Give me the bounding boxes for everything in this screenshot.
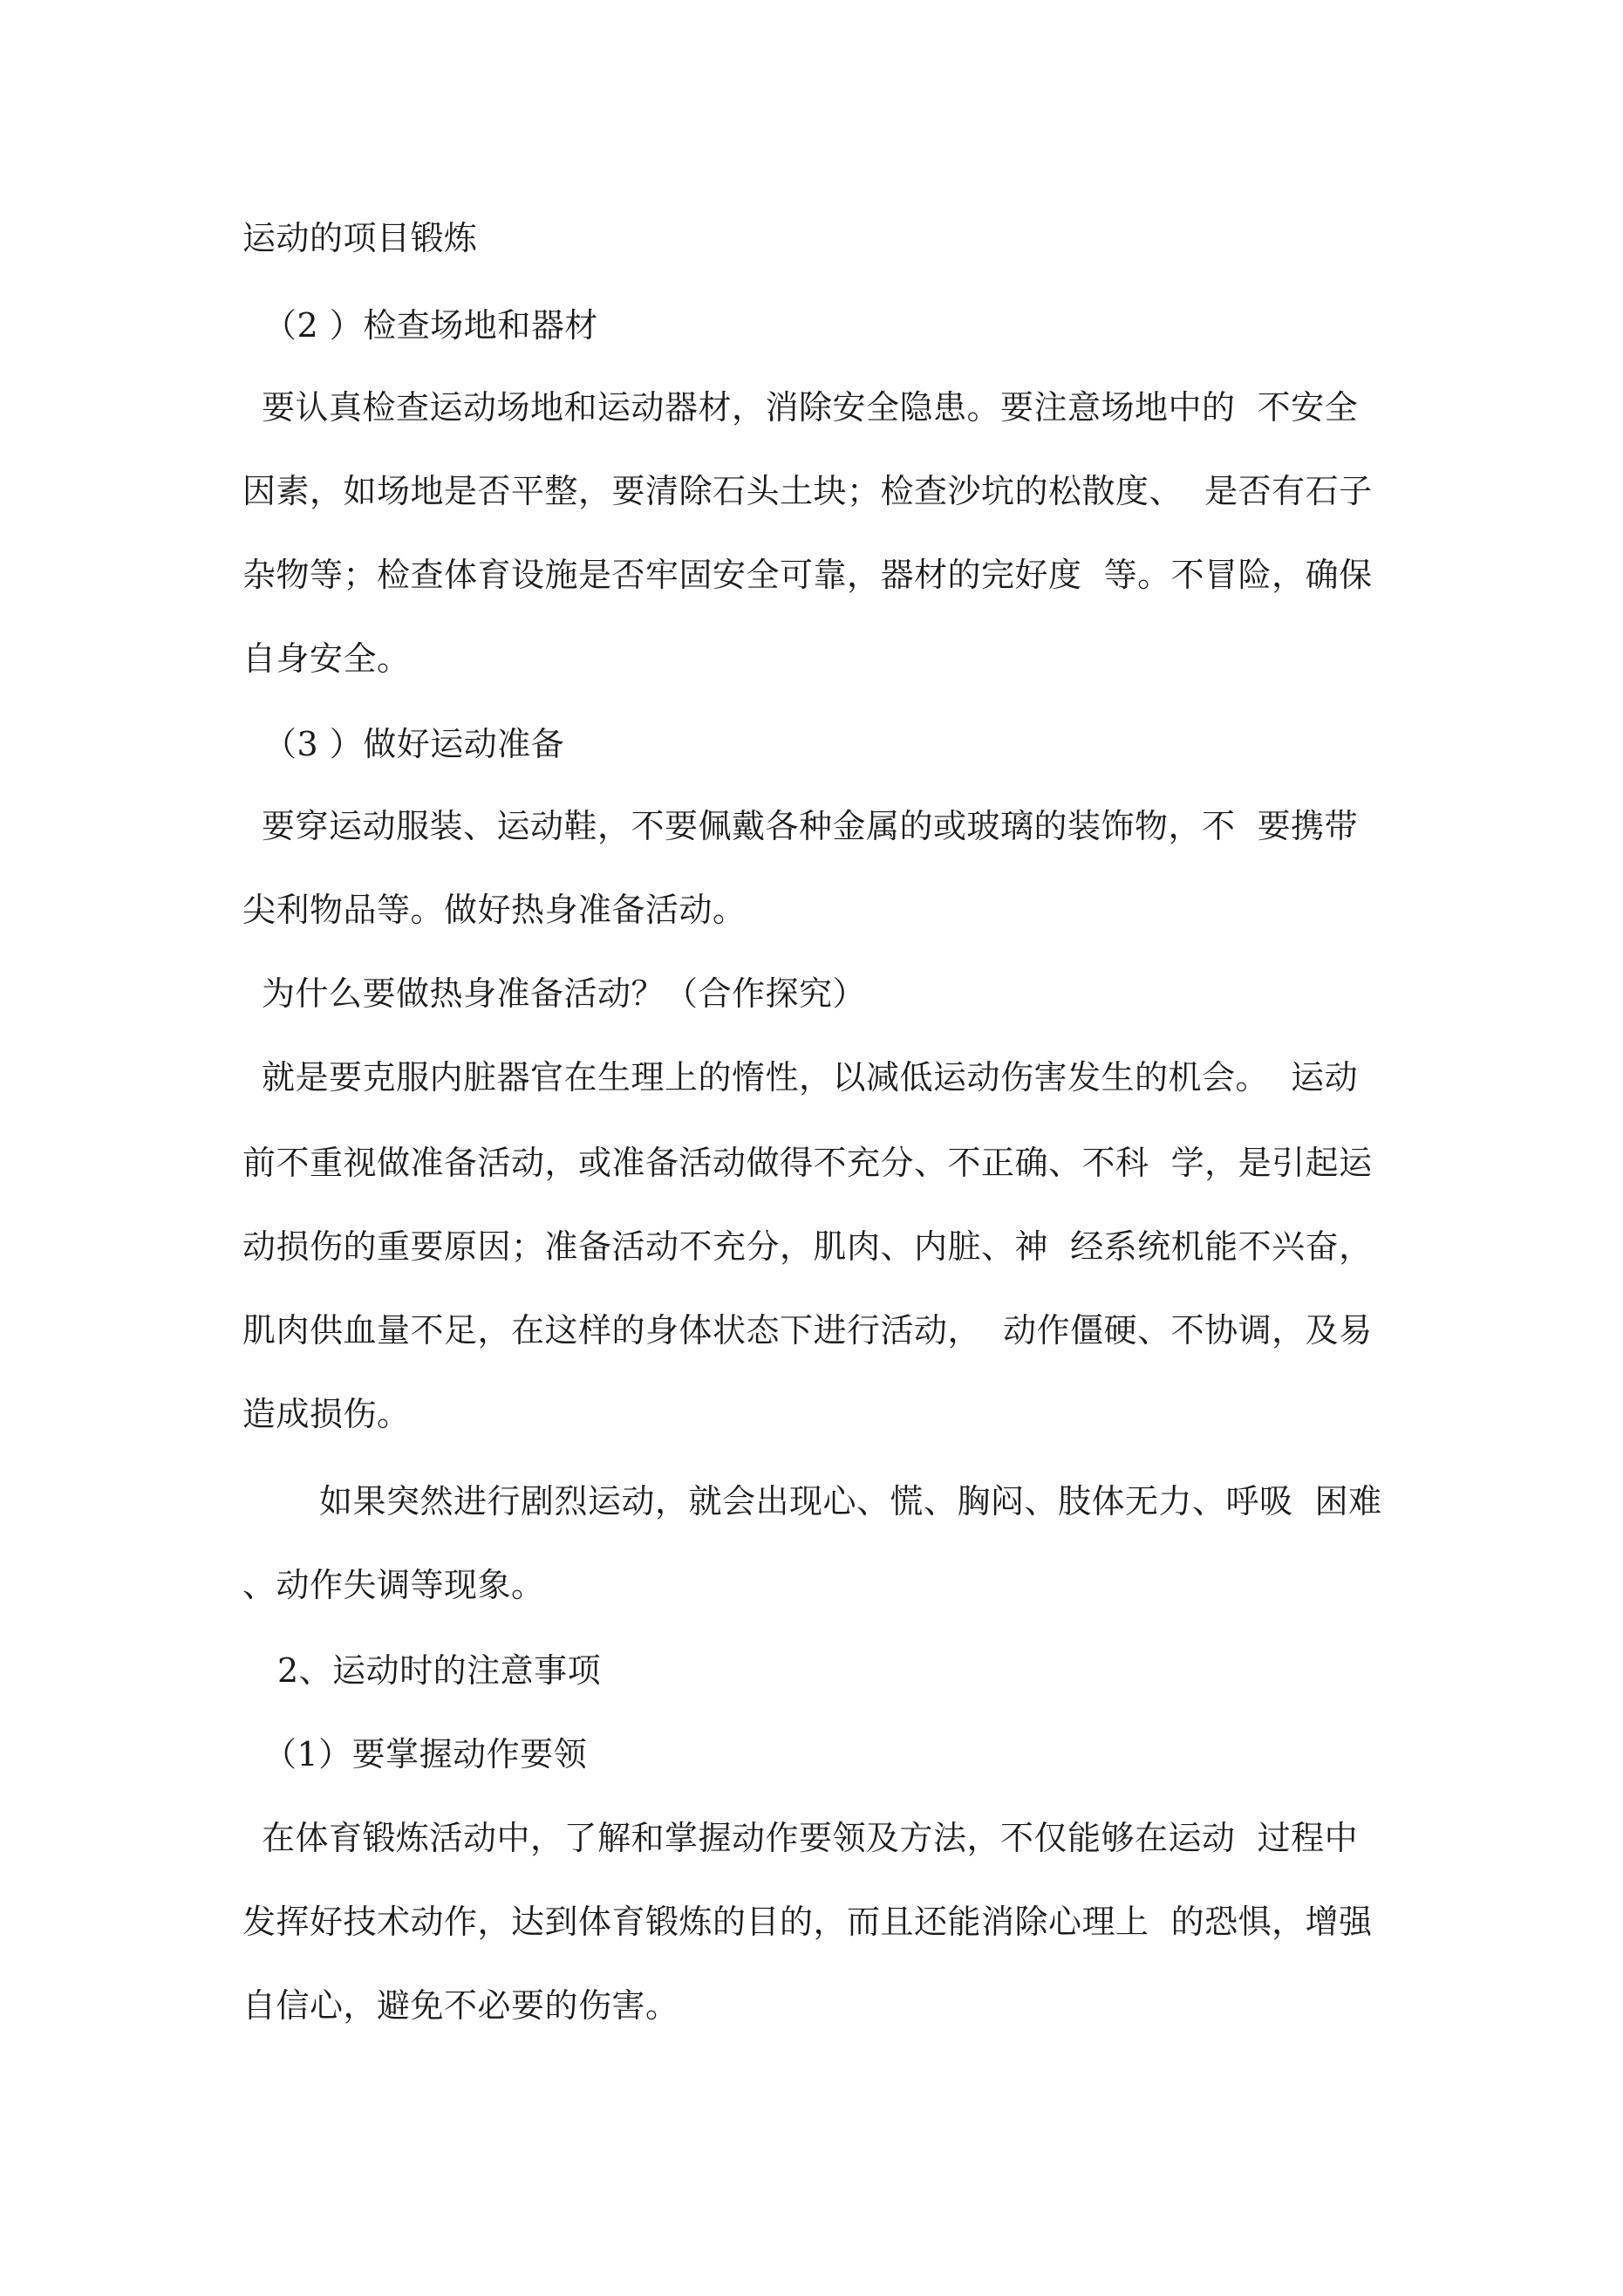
section-heading: （3 ）做好运动准备 <box>263 725 565 763</box>
text-line: 杂物等；检查体育设施是否牢固安全可靠，器材的完好度 等。不冒险，确保 <box>242 556 1373 594</box>
text-line: 、动作失调等现象。 <box>242 1566 545 1604</box>
section-heading: （2 ）检查场地和器材 <box>263 306 598 345</box>
text-line: 运动的项目锻炼 <box>242 219 478 257</box>
text-line: 造成损伤。 <box>242 1395 411 1433</box>
text-line: 要认真检查运动场地和运动器材，消除安全隐患。要注意场地中的 不安全 <box>262 388 1359 427</box>
section-heading: （1）要掌握动作要领 <box>263 1735 588 1773</box>
text-line: 自信心，避免不必要的伤害。 <box>242 1986 679 2025</box>
text-line: 如果突然进行剧烈运动，就会出现心、慌、胸闷、肢体无力、呼吸 困难 <box>319 1482 1382 1520</box>
text-line: 因素，如场地是否平整，要清除石头土块；检查沙坑的松散度、 是否有石子 <box>242 472 1373 510</box>
text-line: 在体育锻炼活动中，了解和掌握动作要领及方法，不仅能够在运动 过程中 <box>262 1819 1359 1857</box>
section-heading: 2、运动时的注意事项 <box>277 1651 602 1690</box>
text-line: 尖利物品等。做好热身准备活动。 <box>242 891 747 929</box>
text-line: 自身安全。 <box>242 639 411 678</box>
text-line: 发挥好技术动作，达到体育锻炼的目的，而且还能消除心理上 的恐惧，增强 <box>242 1903 1373 1941</box>
text-line: 要穿运动服装、运动鞋，不要佩戴各种金属的或玻璃的装饰物，不 要携带 <box>262 807 1359 845</box>
text-line: 肌肉供血量不足，在这样的身体状态下进行活动， 动作僵硬、不协调，及易 <box>242 1311 1373 1350</box>
text-line: 就是要克服内脏器官在生理上的惰性，以减低运动伤害发生的机会。 运动 <box>262 1058 1359 1097</box>
text-line: 为什么要做热身准备活动？（合作探究） <box>262 974 867 1013</box>
text-line: 前不重视做准备活动，或准备活动做得不充分、不正确、不科 学，是引起运 <box>242 1144 1373 1182</box>
text-line: 动损伤的重要原因；准备活动不充分，肌肉、内脏、神 经系统机能不兴奋， <box>242 1227 1373 1266</box>
